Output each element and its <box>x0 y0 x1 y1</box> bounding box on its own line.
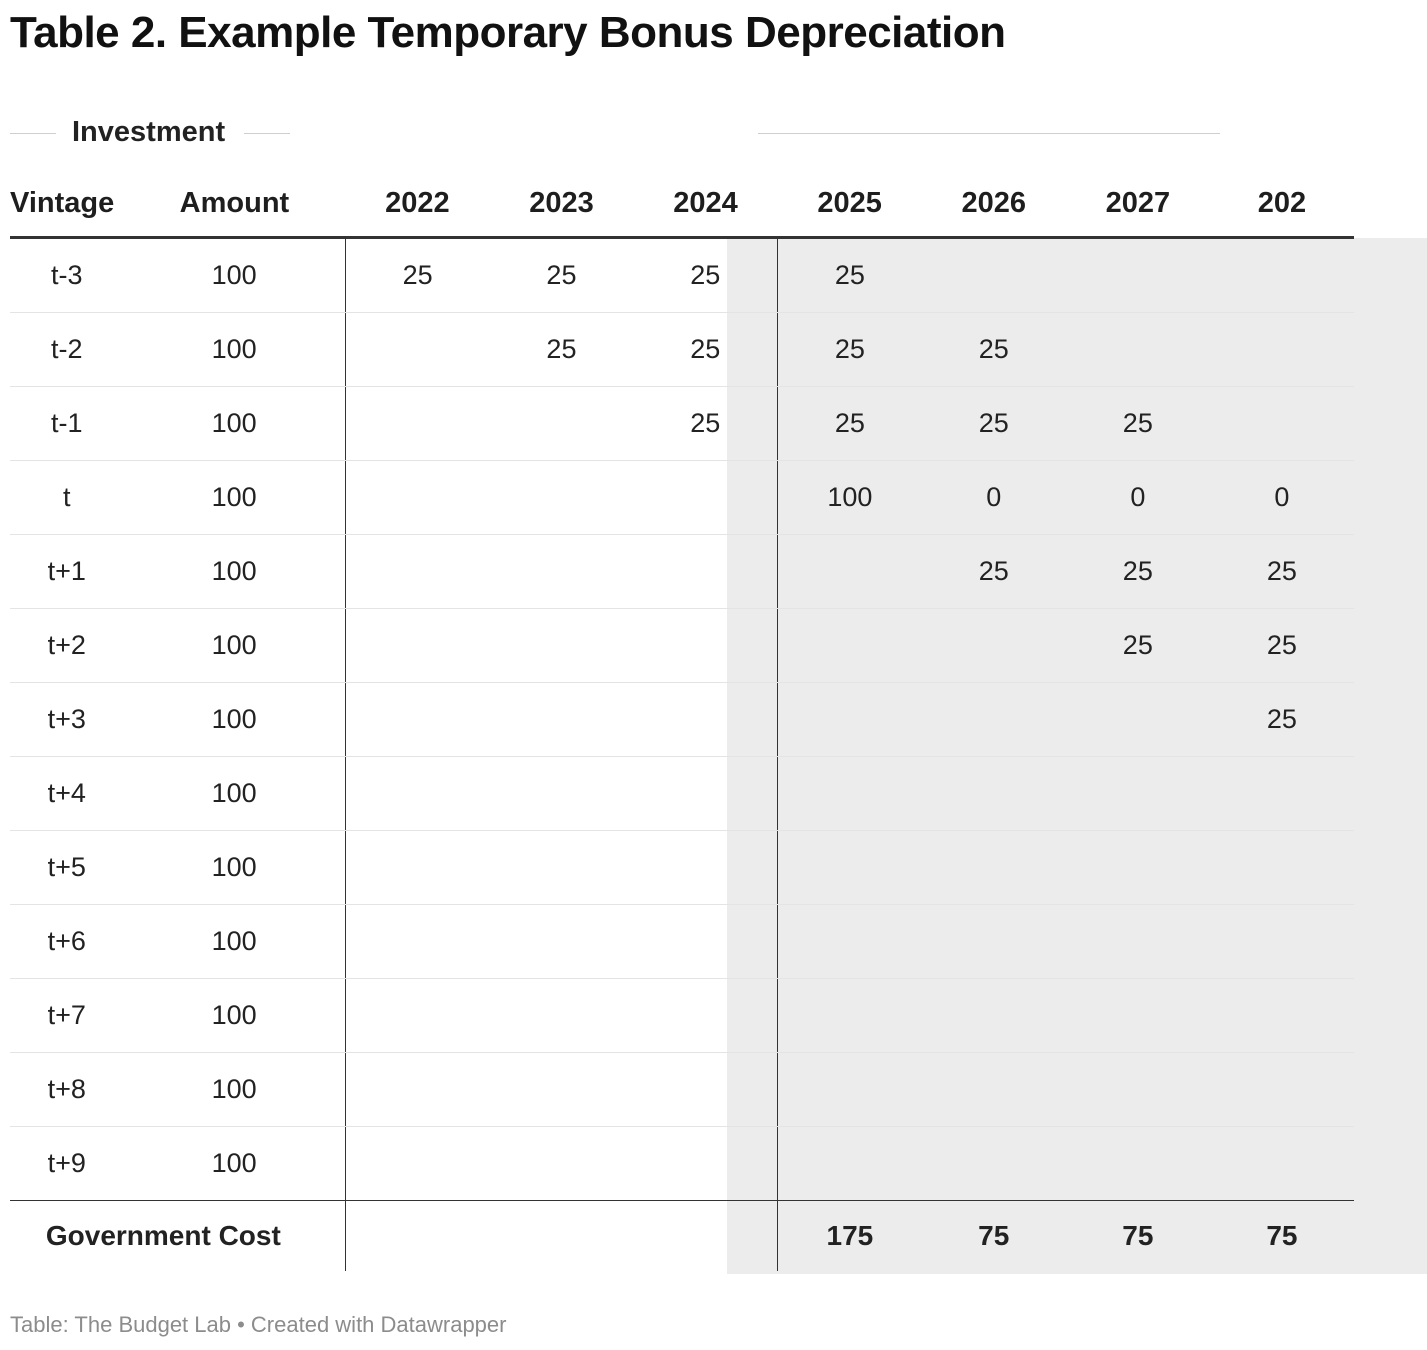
cell-2023: 25 <box>489 238 633 313</box>
cell-vintage: t-3 <box>10 238 124 313</box>
source-credit: Table: The Budget Lab • Created with Datawrapper <box>10 1312 507 1337</box>
column-header-2024: 2024 <box>634 170 778 238</box>
table-row <box>10 683 1354 757</box>
cell-2025 <box>778 979 922 1053</box>
cell-2028 <box>1210 831 1354 905</box>
cell-2024 <box>634 683 778 757</box>
cell-2026 <box>922 831 1066 905</box>
cell-vintage: t+1 <box>10 535 124 609</box>
cell-2026 <box>922 1053 1066 1127</box>
cell-2024: 25 <box>634 313 778 387</box>
cell-2024 <box>634 757 778 831</box>
column-header-amount: Amount <box>124 170 346 238</box>
cell-amount: 100 <box>124 683 346 757</box>
cell-amount: 100 <box>124 831 346 905</box>
cell-2027 <box>1066 313 1210 387</box>
cell-2027: 25 <box>1066 609 1210 683</box>
cell-amount: 100 <box>124 609 346 683</box>
cell-2027 <box>1066 831 1210 905</box>
table-row <box>10 1127 1354 1201</box>
table-row <box>10 609 1354 683</box>
total-cell-2027: 75 <box>1122 1220 1154 1251</box>
total-cell-2024 <box>634 1201 778 1272</box>
cell-2022 <box>345 831 489 905</box>
depreciation-table-viewport <box>10 170 1307 1274</box>
cell-2023 <box>489 1127 633 1201</box>
cell-2023 <box>489 609 633 683</box>
column-header-2026: 2026 <box>922 170 1066 238</box>
table-row <box>10 757 1354 831</box>
cell-2028 <box>1210 905 1354 979</box>
cell-vintage: t+8 <box>10 1053 124 1127</box>
cell-2024: 25 <box>634 387 778 461</box>
table-row <box>10 313 1354 387</box>
cell-vintage: t+2 <box>10 609 124 683</box>
cell-2028 <box>1210 757 1354 831</box>
cell-2028 <box>1210 1127 1354 1201</box>
table-row <box>10 831 1354 905</box>
cell-2026: 25 <box>922 313 1066 387</box>
cell-2028 <box>1210 387 1354 461</box>
group-rule-right <box>244 133 290 134</box>
cell-2025 <box>778 757 922 831</box>
table-row <box>10 905 1354 979</box>
cell-2028: 25 <box>1210 535 1354 609</box>
cell-amount: 100 <box>124 461 346 535</box>
cell-2025: 25 <box>778 387 922 461</box>
cell-2024 <box>634 831 778 905</box>
cell-2022 <box>345 387 489 461</box>
cell-2022 <box>345 461 489 535</box>
depreciation-table <box>10 170 1354 1271</box>
cell-2027 <box>1066 238 1210 313</box>
table-row <box>10 979 1354 1053</box>
column-header-2023: 2023 <box>489 170 633 238</box>
cell-2023 <box>489 979 633 1053</box>
column-header-2027: 2027 <box>1066 170 1210 238</box>
cell-amount: 100 <box>124 1127 346 1201</box>
cell-amount: 100 <box>124 757 346 831</box>
total-row <box>10 1201 1354 1272</box>
cell-2025 <box>778 1127 922 1201</box>
cell-amount: 100 <box>124 238 346 313</box>
cell-2024 <box>634 1053 778 1127</box>
cell-2025 <box>778 535 922 609</box>
group-label-investment: Investment <box>72 116 226 148</box>
column-header-vintage: Vintage <box>10 170 124 238</box>
cell-2024 <box>634 905 778 979</box>
cell-amount: 100 <box>124 905 346 979</box>
cell-2027 <box>1066 1127 1210 1201</box>
table-title: Table 2. Example Temporary Bonus Depreciation <box>10 8 1006 57</box>
cell-2023 <box>489 387 633 461</box>
cell-amount: 100 <box>124 535 346 609</box>
cell-2023 <box>489 683 633 757</box>
cell-2027: 25 <box>1066 535 1210 609</box>
cell-2023 <box>489 461 633 535</box>
cell-2025: 25 <box>778 313 922 387</box>
cell-2025 <box>778 905 922 979</box>
cell-2026 <box>922 905 1066 979</box>
total-row-label: Government Cost <box>45 1220 281 1251</box>
table-body <box>10 238 1354 1272</box>
total-cell-2023 <box>489 1201 633 1272</box>
table-row <box>10 238 1354 313</box>
cell-2026 <box>922 609 1066 683</box>
table-header-row <box>10 170 1354 238</box>
cell-2027 <box>1066 757 1210 831</box>
cell-amount: 100 <box>124 387 346 461</box>
cell-2024: 25 <box>634 238 778 313</box>
cell-vintage: t+4 <box>10 757 124 831</box>
cell-2026: 0 <box>922 461 1066 535</box>
cell-amount: 100 <box>124 979 346 1053</box>
cell-2027 <box>1066 979 1210 1053</box>
table-row <box>10 387 1354 461</box>
cell-amount: 100 <box>124 1053 346 1127</box>
cell-2028: 0 <box>1210 461 1354 535</box>
cell-2028 <box>1210 979 1354 1053</box>
cell-2026 <box>922 683 1066 757</box>
cell-2023 <box>489 905 633 979</box>
cell-2022 <box>345 313 489 387</box>
cell-vintage: t <box>10 461 124 535</box>
column-header-2025: 2025 <box>778 170 922 238</box>
cell-2024 <box>634 609 778 683</box>
cell-2027 <box>1066 1053 1210 1127</box>
total-cell-2026: 75 <box>978 1220 1010 1251</box>
cell-2023 <box>489 1053 633 1127</box>
cell-2025 <box>778 683 922 757</box>
cell-2023 <box>489 535 633 609</box>
cell-vintage: t-2 <box>10 313 124 387</box>
cell-2022 <box>345 1127 489 1201</box>
cell-2027: 0 <box>1066 461 1210 535</box>
cell-2025 <box>778 609 922 683</box>
cell-2025 <box>778 831 922 905</box>
cell-2028 <box>1210 1053 1354 1127</box>
cell-vintage: t-1 <box>10 387 124 461</box>
total-cell-2028: 75 <box>1266 1220 1298 1251</box>
cell-2024 <box>634 979 778 1053</box>
cell-2028: 25 <box>1210 683 1354 757</box>
cell-2027: 25 <box>1066 387 1210 461</box>
column-header-2022: 2022 <box>345 170 489 238</box>
cell-amount: 100 <box>124 313 346 387</box>
column-group-header <box>10 112 1220 156</box>
cell-vintage: t+7 <box>10 979 124 1053</box>
cell-2026 <box>922 238 1066 313</box>
cell-2022 <box>345 979 489 1053</box>
cell-2027 <box>1066 683 1210 757</box>
cell-2022 <box>345 683 489 757</box>
cell-2028 <box>1210 238 1354 313</box>
total-cell-2022 <box>345 1201 489 1272</box>
column-header-2028: 202 <box>1210 170 1354 238</box>
cell-2026: 25 <box>922 535 1066 609</box>
cell-2026 <box>922 979 1066 1053</box>
group-rule-left <box>10 133 56 134</box>
cell-2023 <box>489 831 633 905</box>
cell-2025: 25 <box>778 238 922 313</box>
cell-2027 <box>1066 905 1210 979</box>
cell-vintage: t+6 <box>10 905 124 979</box>
cell-2023: 25 <box>489 313 633 387</box>
table-row <box>10 1053 1354 1127</box>
table-row <box>10 461 1354 535</box>
cell-2024 <box>634 535 778 609</box>
cell-2022 <box>345 757 489 831</box>
cell-2024 <box>634 461 778 535</box>
cell-vintage: t+9 <box>10 1127 124 1201</box>
cell-2024 <box>634 1127 778 1201</box>
cell-2022 <box>345 905 489 979</box>
cell-2025 <box>778 1053 922 1127</box>
cell-2022: 25 <box>345 238 489 313</box>
cell-2026: 25 <box>922 387 1066 461</box>
cell-vintage: t+5 <box>10 831 124 905</box>
group-rule-shaded <box>758 133 1220 134</box>
cell-vintage: t+3 <box>10 683 124 757</box>
cell-2022 <box>345 609 489 683</box>
cell-2022 <box>345 535 489 609</box>
cell-2026 <box>922 1127 1066 1201</box>
cell-2022 <box>345 1053 489 1127</box>
table-row <box>10 535 1354 609</box>
cell-2028: 25 <box>1210 609 1354 683</box>
cell-2025: 100 <box>778 461 922 535</box>
cell-2028 <box>1210 313 1354 387</box>
cell-2023 <box>489 757 633 831</box>
cell-2026 <box>922 757 1066 831</box>
total-cell-2025: 175 <box>778 1201 922 1272</box>
